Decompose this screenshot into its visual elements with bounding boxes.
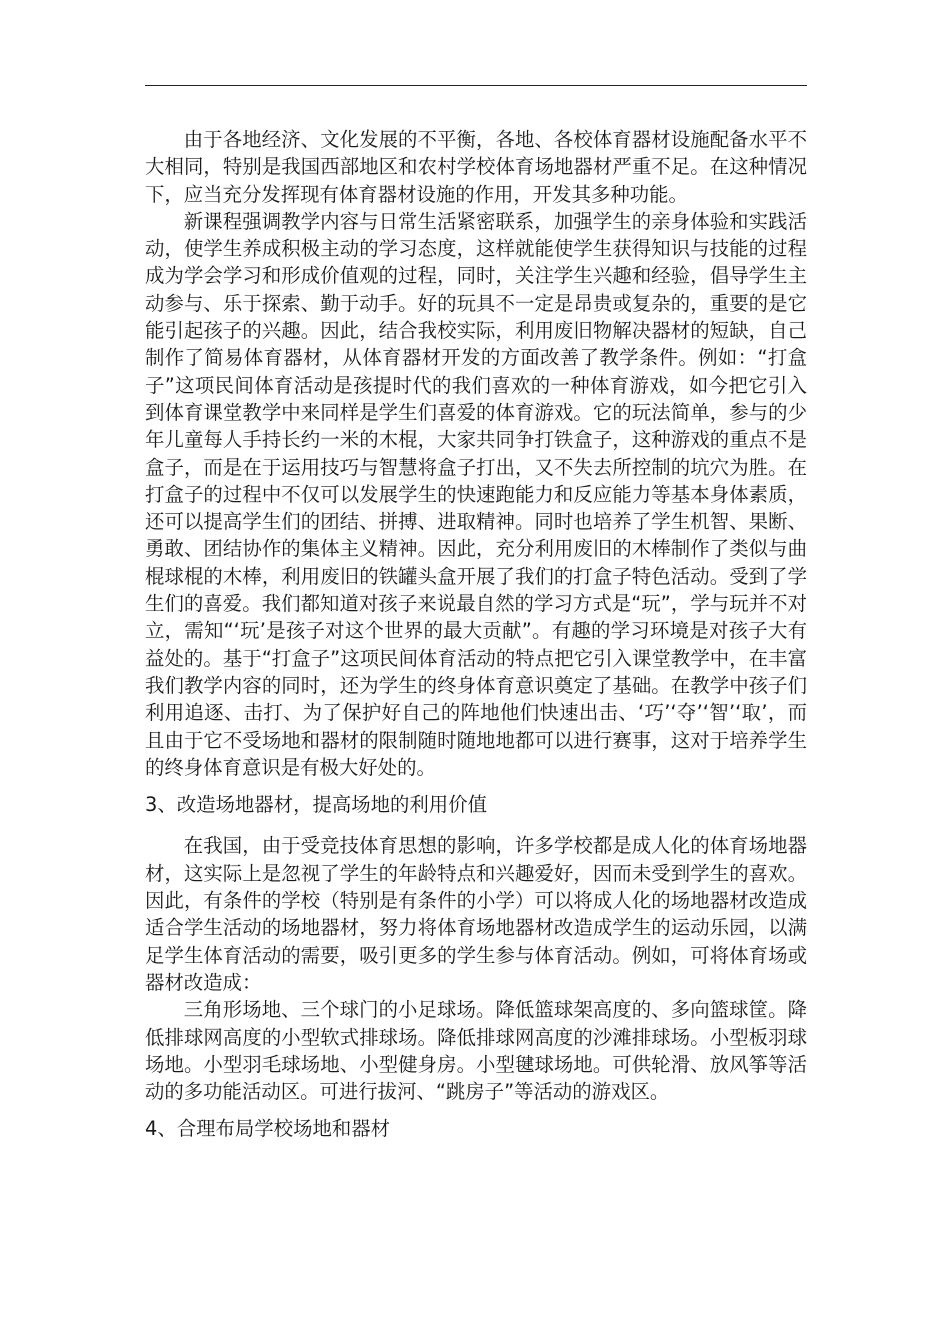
paragraph-equipment-imbalance: 由于各地经济、文化发展的不平衡，各地、各校体育器材设施配备水平不大相同，特别是我国西部地区和农村学校体育场地器材严重不足。在这种情况下，应当充分发挥现有体育器材设施的作用，开发其多种功能。 (145, 128, 807, 206)
paragraph-new-curriculum: 新课程强调教学内容与日常生活紧密联系，加强学生的亲身体验和实践活动，使学生养成积极主动的学习态度，这样就能使学生获得知识与技能的过程成为学会学习和形成价值观的过程，同时，关注学生兴趣和经验，倡导学生主动参与、乐于探索、勤于动手。好的玩具不一定是昂贵或复杂的，重要的是它能引起孩子的兴趣。因此，结合我校实际，利用废旧物解决器材的短缺，自己制作了简易体育器材，从体育器材开发的方面改善了教学条件。例如：“打盒子”这项民间体育活动是孩提时代的我们喜欢的一种体育游戏，如今把它引入到体育课堂教学中来同样是学生们喜爱的体育游戏。它的玩法简单，参与的少年儿童每人手持长约一米的木棍，大家共同争打铁盒子，这种游戏的重点不是盒子，而是在于运用技巧与智慧将盒子打出，又不失去所控制的坑穴为胜。在打盒子的过程中不仅可以发展学生的快速跑能力和反应能力等基本身体素质，还可以提高学生们的团结、拼搏、进取精神。同时也培养了学生机智、果断、勇敢、团结协作的集体主义精神。因此，充分利用废旧的木棒制作了类似与曲棍球棍的木棒，利用废旧的铁罐头盒开展了我们的打盒子特色活动。受到了学生们的喜爱。我们都知道对孩子来说最自然的学习方式是“玩”，学与玩并不对立，需知“‘玩’是孩子对这个世界的最大贡献”。有趣的学习环境是对孩子大有益处的。基于“打盒子”这项民间体育活动的特点把它引入课堂教学中，在丰富我们教学内容的同时，还为学生的终身体育意识奠定了基础。在教学中孩子们利用追逐、击打、为了保护好自己的阵地他们快速出击、‘巧’‘夺’‘智’‘取’，而且由于它不受场地和器材的限制随时随地地都可以进行赛事，这对于培养学生的终身体育意识是有极大好处的。 (145, 209, 807, 779)
paragraph-facility-examples: 三角形场地、三个球门的小足球场。降低篮球架高度的、多向篮球筐。降低排球网高度的小型软式排球场。降低排球网高度的沙滩排球场。小型板羽球场地。小型羽毛球场地、小型健身房。小型毽球场地。可供轮滑、放风筝等活动的多功能活动区。可进行拔河、“跳房子”等活动的游戏区。 (145, 998, 807, 1104)
section-heading-4: 4、合理布局学校场地和器材 (145, 1117, 391, 1141)
document-body (145, 126, 807, 1143)
paragraph-adult-facilities: 在我国，由于受竞技体育思想的影响，许多学校都是成人化的体育场地器材，这实际上是忽视了学生的年龄特点和兴趣爱好，因而未受到学生的喜欢。因此，有条件的学校（特别是有条件的小学）可以将成人化的场地器材改造成适合学生活动的场地器材，努力将体育场地器材改造成学生的运动乐园，以满足学生体育活动的需要，吸引更多的学生参与体育活动。例如，可将体育场或器材改造成： (145, 834, 807, 994)
header-rule (145, 85, 807, 86)
section-heading-3: 3、改造场地器材，提高场地的利用价值 (145, 793, 487, 817)
